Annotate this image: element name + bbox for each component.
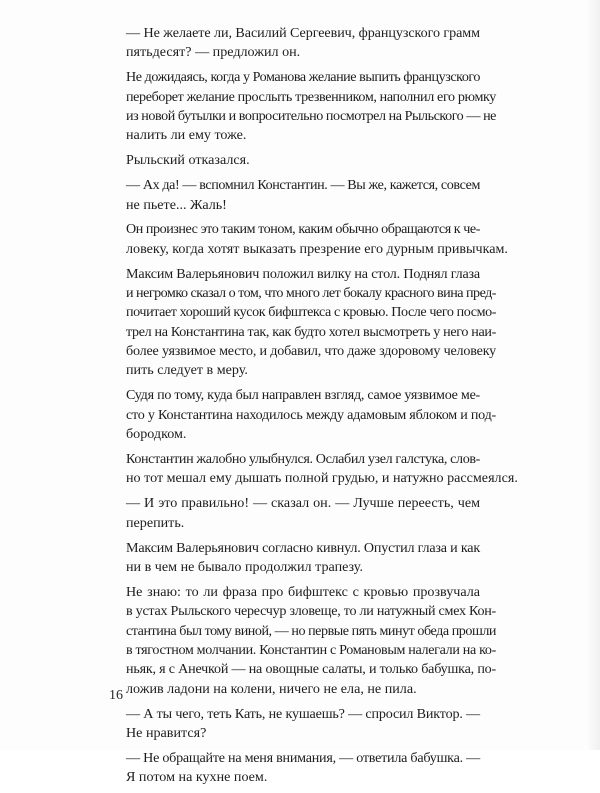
text-line: ложив ладони на колени, ничего не ела, не пила. <box>126 680 417 697</box>
paragraph <box>110 539 496 578</box>
paragraph <box>110 68 496 145</box>
paragraph <box>110 24 496 63</box>
paragraph <box>110 583 496 699</box>
text-line: Не знаю: то ли фраза про бифштекс с кровью прозвучала <box>126 583 480 600</box>
page-number: 16 <box>109 688 123 703</box>
page-edge-shadow <box>586 0 600 750</box>
paragraph <box>110 749 496 788</box>
text-line: — Не обращайте на меня внимания, — ответила бабушка. — <box>126 749 480 766</box>
text-line: — А ты чего, теть Кать, не кушаешь? — спросил Виктор. — <box>126 705 480 722</box>
text-line: — Ах да! — вспомнил Константин. — Вы же, кажется, совсем <box>126 177 480 194</box>
text-line: ни в чем не бывало продолжил трапезу. <box>126 558 363 575</box>
text-line: ньяк, я с Анечкой — на овощные салаты, и только бабушка, по- <box>126 661 496 678</box>
text-line: Константин жалобно улыбнулся. Ослабил узел галстука, слов- <box>126 451 480 468</box>
text-line: Он произнес это таким тоном, каким обычно обращаются к че- <box>126 221 480 238</box>
text-line: но тот мешал ему дышать полной грудью, и натужно рассмеялся. <box>126 470 518 487</box>
paragraph <box>110 151 496 170</box>
text-line: Судя по тому, куда был направлен взгляд, самое уязвимое ме- <box>126 387 480 404</box>
body-text <box>110 24 518 793</box>
text-line: пить следует в меру. <box>126 362 248 379</box>
paragraph <box>110 220 508 259</box>
text-line: бородком. <box>126 426 187 443</box>
text-line: налить ли ему тоже. <box>126 127 247 144</box>
text-line: сто у Константина находилось между адамовым яблоком и под- <box>126 406 496 423</box>
text-line: Не дожидаясь, когда у Романова желание выпить французского <box>126 69 480 86</box>
paragraph <box>110 176 496 215</box>
text-line: стантина был тому виной, — но первые пять минут обеда прошли <box>126 622 496 639</box>
text-line: ловеку, когда хотят выказать презрение его дурным привычкам. <box>126 240 508 257</box>
text-line: Не нравится? <box>126 724 207 741</box>
paragraph <box>110 265 496 381</box>
text-line: — Не желаете ли, Василий Сергеевич, французского грамм <box>126 25 480 41</box>
text-line: Максим Валерьянович согласно кивнул. Опустил глаза и как <box>126 539 480 556</box>
text-line: не пьете... Жаль! <box>126 196 227 213</box>
text-line: более уязвимое место, и добавил, что даже здоровому человеку <box>126 343 496 360</box>
text-line: пятьдесят? — предложил он. <box>126 44 301 61</box>
text-line: — И это правильно! — сказал он. — Лучше переесть, чем <box>126 495 480 512</box>
text-line: перепить. <box>126 514 185 531</box>
text-line: в устах Рыльского чересчур зловеще, то ли натужный смех Кон- <box>126 603 496 620</box>
paragraph <box>110 450 518 489</box>
text-line: Я потом на кухне поем. <box>126 769 268 786</box>
text-line: в тягостном молчании. Константин с Романовым налегали на ко- <box>126 641 496 658</box>
text-line: Рыльский отказался. <box>126 152 250 169</box>
text-line: трел на Константина так, как будто хотел высмотреть у него наи- <box>126 323 496 340</box>
paragraph <box>110 705 496 744</box>
paragraph <box>110 386 496 444</box>
text-line: переборет желание прослыть трезвенником, наполнил его рюмку <box>126 88 496 105</box>
text-line: Максим Валерьянович положил вилку на стол. Поднял глаза <box>126 265 480 282</box>
paragraph <box>110 494 496 533</box>
text-line: почитает хороший кусок бифштекса с кровью. После чего посмо- <box>126 304 496 321</box>
text-line: из новой бутылки и вопросительно посмотрел на Рыльского — не <box>126 107 496 124</box>
text-line: и негромко сказал о том, что много лет бокалу красного вина пред- <box>126 285 496 302</box>
